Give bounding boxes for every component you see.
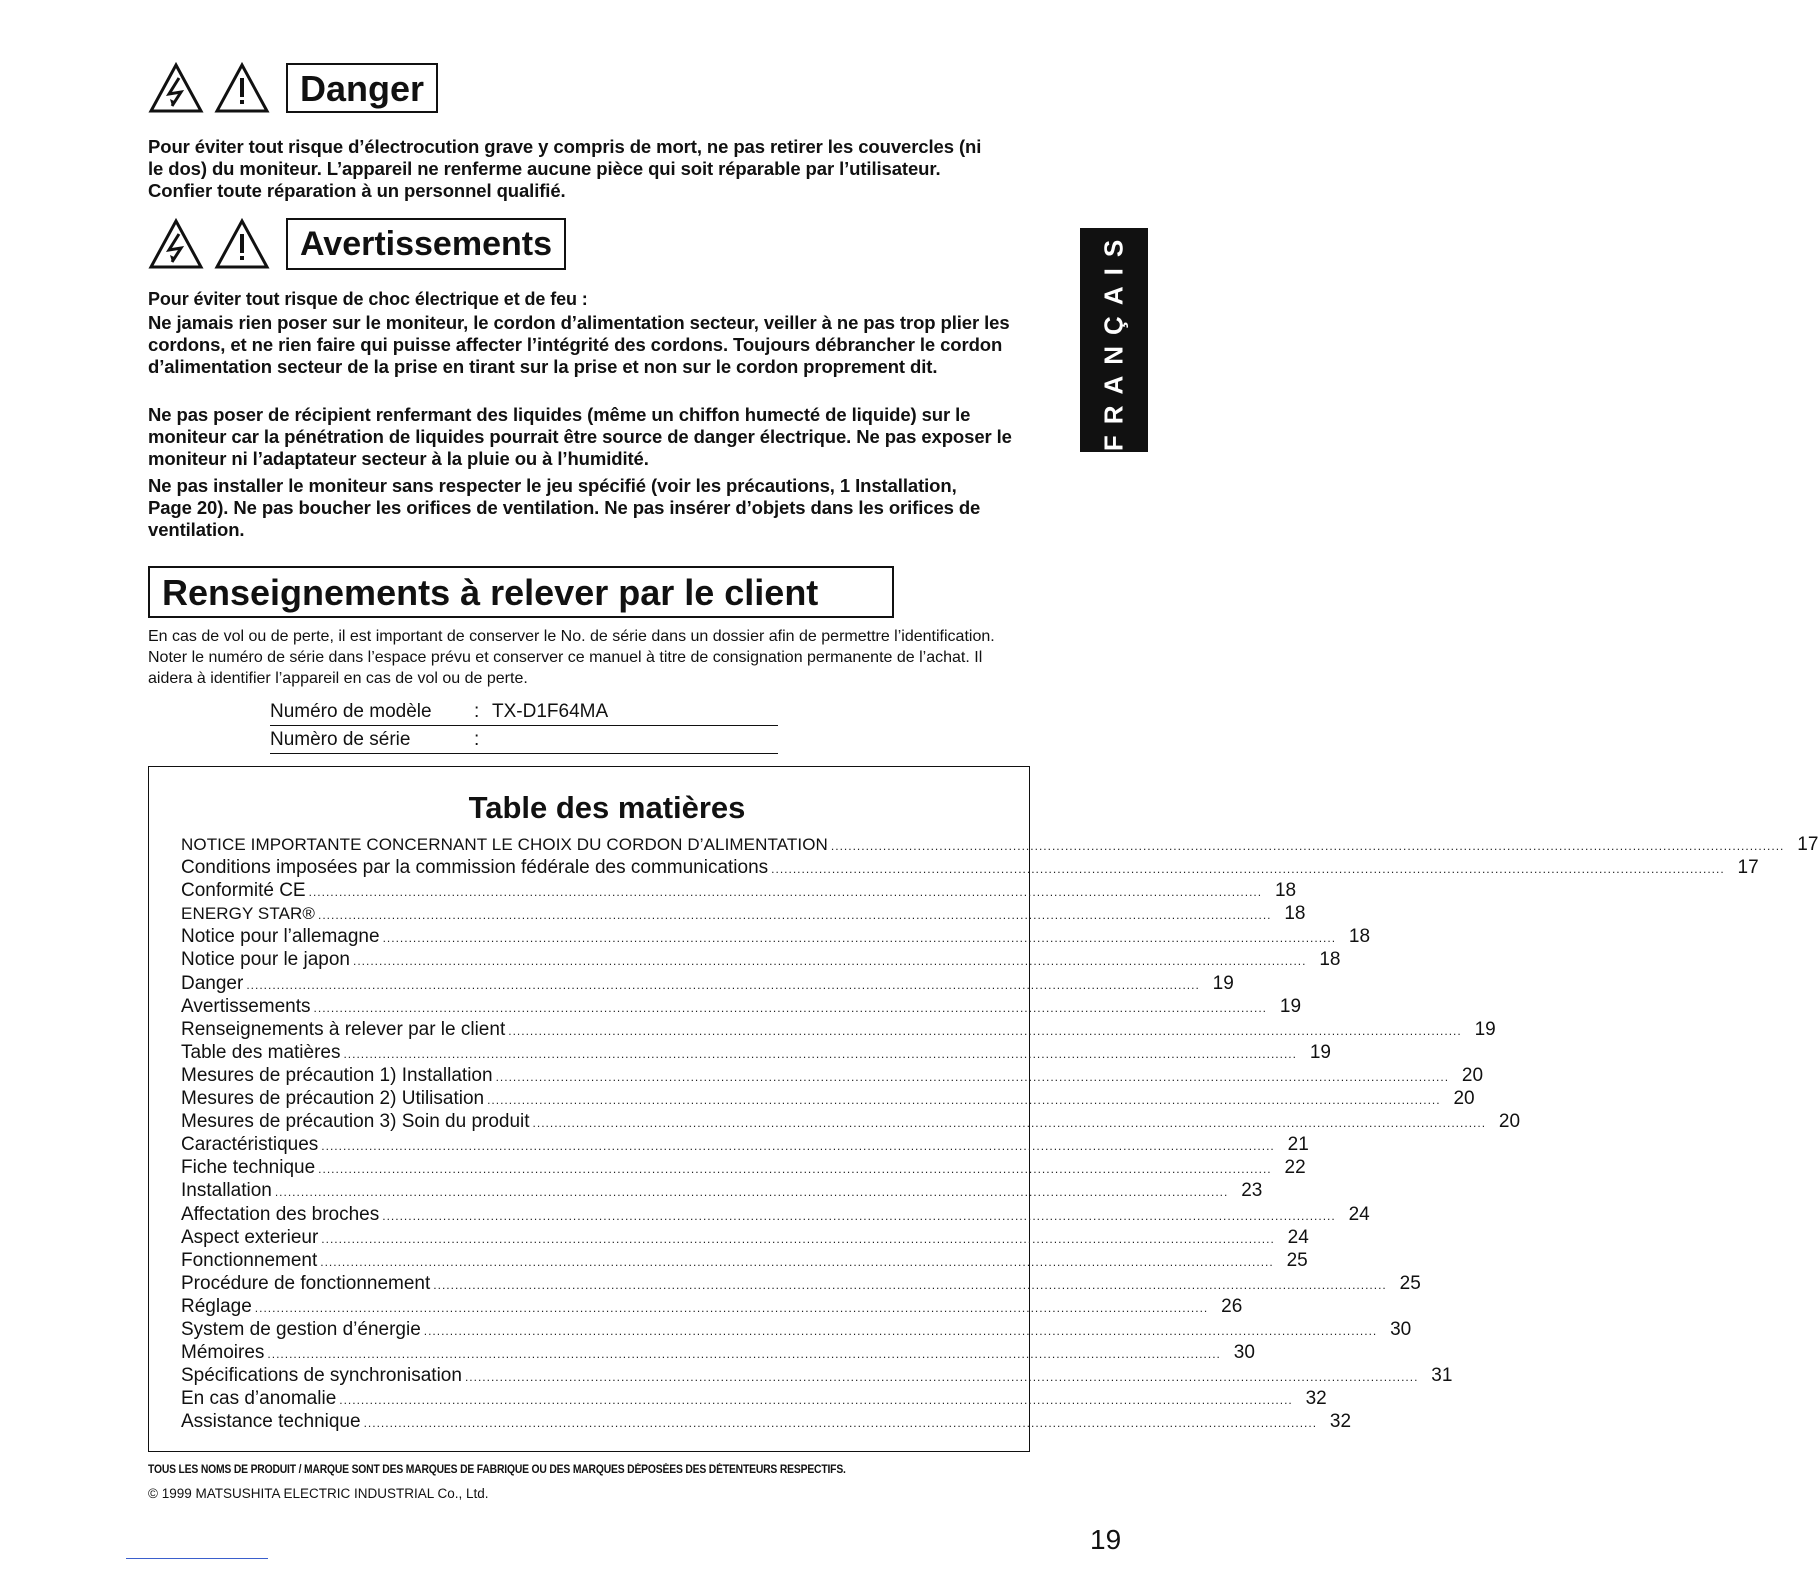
avertissements-paragraph-2: Ne pas poser de récipient renfermant des liquides (même un chiffon humecté de liquide) sur le moniteur car la pénétration de liquides pourrait être source de danger électrique. Ne pas exposer le moniteur ni l’adaptateur secteur à la pluie ou à l’humidité. [148, 404, 1012, 469]
toc-entry-page: 30 [1390, 1318, 1412, 1340]
toc-leader-dots: ............................................................................................................................................................................................................................ [343, 1046, 1297, 1061]
toc-entry-page: 19 [1309, 1041, 1331, 1063]
toc-title: Table des matières [468, 790, 746, 825]
toc-entry-title: Notice pour le japon [181, 949, 350, 971]
toc-entry-title: Caractéristiques [181, 1134, 319, 1156]
danger-text: Pour éviter tout risque d’électrocution grave y compris de mort, ne pas retirer les couvercles (ni le dos) du moniteur. L’appareil ne renferme aucune pièce qui soit réparable par l’utilisateur. Confier toute réparation à un personnel qualifié. [148, 136, 982, 201]
toc-entry [181, 1110, 1521, 1133]
toc-entry [181, 925, 1371, 948]
toc-entry [181, 1064, 1484, 1087]
separator: : [474, 701, 480, 722]
page-number: 19 [1090, 1524, 1122, 1555]
toc-entry [181, 1018, 1496, 1041]
language-side-tab [1080, 228, 1148, 452]
toc-entry [181, 1203, 1370, 1226]
toc-entry [181, 1179, 1263, 1202]
toc-entry-title: Danger [181, 972, 244, 994]
toc-leader-dots: ............................................................................................................................................................................................................................ [353, 954, 1307, 969]
toc-entry-page: 22 [1284, 1157, 1306, 1179]
avertissements-title: Avertissements [286, 218, 566, 269]
toc-entry-page: 17 [1737, 857, 1759, 879]
toc-entry [181, 1318, 1412, 1341]
toc-leader-dots: ............................................................................................................................................................................................................................ [363, 1416, 1318, 1431]
toc-entry-title: Mesures de précaution 3) Soin du produit [181, 1111, 530, 1133]
toc-entry-page: 26 [1221, 1295, 1243, 1317]
toc-entry-title: Procédure de fonctionnement [181, 1272, 431, 1294]
trademark-notice: TOUS LES NOMS DE PRODUIT / MARQUE SONT DES MARQUES DE FABRIQUE OU DES MARQUES DÉPOSÉES DES DÉTENTEURS RESPECTIFS. [148, 1464, 846, 1476]
avertissements-intro: Pour éviter tout risque de choc électrique et de feu : [148, 289, 588, 309]
toc-entry [181, 833, 1818, 856]
toc-leader-dots: ............................................................................................................................................................................................................................ [274, 1185, 1229, 1200]
toc-entry-title: Avertissements [181, 995, 311, 1017]
toc-entry-page: 30 [1233, 1342, 1255, 1364]
toc-entry-page: 20 [1461, 1064, 1484, 1086]
toc-entry-page: 20 [1498, 1111, 1521, 1133]
toc-entry [181, 995, 1302, 1018]
toc-entry-page: 18 [1274, 880, 1297, 902]
toc-leader-dots: ............................................................................................................................................................................................................................ [508, 1023, 1462, 1038]
toc-entry-title: Affectation des broches [181, 1203, 380, 1225]
danger-title: Danger [286, 63, 438, 113]
toc-entry [181, 1041, 1331, 1064]
toc-entry [181, 1087, 1475, 1110]
toc-leader-dots: ............................................................................................................................................................................................................................ [318, 908, 1272, 923]
toc-entry-page: 19 [1279, 995, 1302, 1017]
toc-entry [181, 1249, 1308, 1272]
model-number-label: Numéro de modèle [270, 701, 432, 722]
electric-shock-warning-icon [148, 218, 204, 270]
toc-leader-dots: ............................................................................................................................................................................................................................ [382, 931, 1337, 946]
toc-entry-title: Spécifications de synchronisation [181, 1365, 462, 1387]
toc-leader-dots: ............................................................................................................................................................................................................................ [339, 1393, 1293, 1408]
toc-leader-dots: ............................................................................................................................................................................................................................ [321, 1231, 1275, 1246]
toc-entry-page: 25 [1399, 1272, 1421, 1294]
toc-entry [181, 1133, 1309, 1156]
danger-heading [148, 62, 438, 114]
toc-entry-title: Assistance technique [181, 1411, 361, 1433]
separator: : [474, 729, 480, 750]
toc-leader-dots: ............................................................................................................................................................................................................................ [321, 1139, 1275, 1154]
toc-entry-page: 23 [1241, 1180, 1263, 1202]
toc-leader-dots: ............................................................................................................................................................................................................................ [254, 1300, 1209, 1315]
toc-leader-dots: ............................................................................................................................................................................................................................ [487, 1093, 1441, 1108]
toc-entry-title: Table des matières [181, 1041, 341, 1063]
toc-entry-title: Mémoires [181, 1342, 265, 1364]
toc-entry-title: Conformité CE [181, 880, 306, 902]
divider [126, 1558, 268, 1559]
toc-entry-title: Mesures de précaution 1) Installation [181, 1064, 493, 1086]
toc-leader-dots: ............................................................................................................................................................................................................................ [464, 1370, 1419, 1385]
toc-entry [181, 902, 1306, 925]
caution-warning-icon [214, 218, 270, 270]
toc-entry-title: Notice pour l’allemagne [181, 926, 380, 948]
toc-entry [181, 879, 1297, 902]
toc-entry-title: Installation [181, 1180, 272, 1202]
toc-entry-title: Fonctionnement [181, 1249, 318, 1271]
toc-entry-page: 18 [1348, 926, 1371, 948]
toc-entry-page: 19 [1474, 1018, 1496, 1040]
toc-entry [181, 1341, 1255, 1364]
toc-entry-page: 18 [1284, 903, 1306, 925]
toc-leader-dots: ............................................................................................................................................................................................................................ [267, 1347, 1221, 1362]
toc-entry [181, 948, 1341, 971]
model-number-value: TX-D1F64MA [492, 701, 609, 722]
avertissements-paragraph-1: Ne jamais rien poser sur le moniteur, le cordon d’alimentation secteur, veiller à ne pas trop plier les cordons, et ne rien faire qui puisse affecter l’intégrité des cordons. Toujours débrancher le cordon d’alimentation secteur de la prise en tirant sur la prise et non sur le cordon proprement dit. [148, 312, 1010, 377]
toc-entry-title: Fiche technique [181, 1157, 316, 1179]
toc-leader-dots: ............................................................................................................................................................................................................................ [308, 885, 1263, 900]
toc-entry-title: Conditions imposées par la commission fédérale des communications [181, 857, 769, 879]
model-number-row [270, 700, 778, 726]
toc-entry-page: 24 [1287, 1226, 1309, 1248]
toc-entry [181, 1272, 1421, 1295]
copyright-notice: © 1999 MATSUSHITA ELECTRIC INDUSTRIAL Co., Ltd. [148, 1486, 489, 1501]
toc-entry-page: 20 [1453, 1088, 1475, 1110]
toc-leader-dots: ............................................................................................................................................................................................................................ [771, 862, 1725, 877]
toc-entry [181, 1387, 1327, 1410]
toc-entry-page: 31 [1431, 1365, 1453, 1387]
toc-entry [181, 1295, 1243, 1318]
toc-leader-dots: ............................................................................................................................................................................................................................ [433, 1277, 1387, 1292]
serial-number-label: Numèro de série [270, 729, 411, 750]
toc-entry-title: Renseignements à relever par le client [181, 1018, 506, 1040]
toc-entry-title: ENERGY STAR® [181, 904, 316, 924]
toc-entry [181, 856, 1759, 879]
avertissements-paragraph-3: Ne pas installer le moniteur sans respecter le jeu spécifié (voir les précautions, 1 Installation, Page 20). Ne pas boucher les orifices de ventilation. Ne pas insérer d’objets dans les orifices de ventilation. [148, 475, 981, 540]
language-tab-label: FRANÇAIS [1098, 228, 1129, 452]
toc-entry-page: 24 [1348, 1203, 1370, 1225]
electric-shock-warning-icon [148, 62, 204, 114]
toc-leader-dots: ............................................................................................................................................................................................................................ [318, 1162, 1272, 1177]
toc-entry-title: NOTICE IMPORTANTE CONCERNANT LE CHOIX DU CORDON D’ALIMENTATION [181, 835, 828, 854]
toc-list [181, 833, 1818, 1433]
toc-entry-page: 18 [1319, 949, 1341, 971]
caution-warning-icon [214, 62, 270, 114]
avertissements-heading [148, 218, 566, 270]
toc-leader-dots: ............................................................................................................................................................................................................................ [830, 839, 1785, 853]
toc-entry-title: System de gestion d’énergie [181, 1318, 421, 1340]
toc-leader-dots: ............................................................................................................................................................................................................................ [320, 1254, 1274, 1269]
toc-entry-page: 21 [1287, 1134, 1309, 1156]
table-of-contents [148, 766, 1818, 1452]
toc-entry-page: 17 [1797, 834, 1818, 855]
toc-entry-page: 32 [1305, 1388, 1327, 1410]
toc-leader-dots: ............................................................................................................................................................................................................................ [246, 977, 1200, 992]
toc-leader-dots: ............................................................................................................................................................................................................................ [532, 1116, 1487, 1131]
toc-entry-page: 19 [1212, 972, 1234, 994]
toc-entry-title: Aspect exterieur [181, 1226, 319, 1248]
toc-leader-dots: ............................................................................................................................................................................................................................ [495, 1069, 1450, 1084]
toc-entry-page: 32 [1329, 1411, 1352, 1433]
toc-entry [181, 1410, 1352, 1433]
toc-entry [181, 1364, 1453, 1387]
toc-leader-dots: ............................................................................................................................................................................................................................ [313, 1000, 1268, 1015]
toc-entry [181, 1226, 1309, 1249]
toc-entry-title: Réglage [181, 1295, 252, 1317]
toc-entry [181, 1156, 1306, 1179]
toc-entry-title: En cas d’anomalie [181, 1388, 337, 1410]
toc-leader-dots: ............................................................................................................................................................................................................................ [382, 1208, 1336, 1223]
renseignements-text: En cas de vol ou de perte, il est important de conserver le No. de série dans un dossier afin de permettre l’identification. Noter le numéro de série dans l’espace prévu et conserver ce manuel à titre de consignation permanente de l’achat. Il aidera à identifier l’appareil en cas de vol ou de perte. [148, 628, 995, 687]
toc-entry-title: Mesures de précaution 2) Utilisation [181, 1088, 485, 1110]
renseignements-title: Renseignements à relever par le client [148, 566, 894, 618]
toc-entry-page: 25 [1286, 1249, 1308, 1271]
toc-entry [181, 972, 1234, 995]
serial-number-row [270, 728, 778, 754]
toc-leader-dots: ............................................................................................................................................................................................................................ [423, 1323, 1378, 1338]
